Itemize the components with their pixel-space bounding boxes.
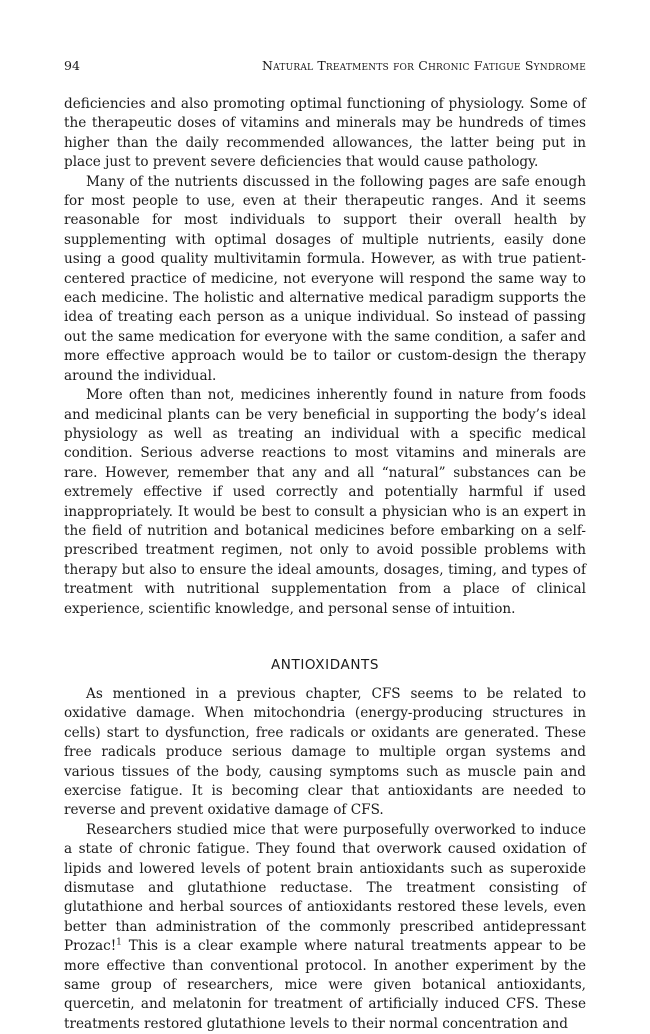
paragraph: deficiencies and also promoting optimal functioning of physiology. Some of the therapeutic doses of vitamins and minerals may be hundreds of times higher than the daily recommended allowances, the latter being put in place just to prevent severe deficiencies that would cause pathology. (64, 96, 586, 171)
footnote-reference[interactable]: 1 (116, 937, 122, 948)
running-title: Natural Treatments for Chronic Fatigue Syndrome (262, 58, 586, 73)
paragraph-text: This is a clear example where natural treatments appear to be more effective than conventional protocol. In another experiment by the same group of researchers, mice were given botanical antioxidants, quercetin, and melatonin for treatment of artificially induced CFS. These treatments restored glutathione levels to their normal concentration and (64, 938, 586, 1032)
paragraph-text: Researchers studied mice that were purposefully overworked to induce a state of chronic fatigue. They found that overwork caused oxidation of lipids and lowered levels of potent brain antioxidants such as superoxide dismutase and glutathione reductase. The treatment consisting of glutathione and herbal sources of antioxidants restored these levels, even better than administration of the commonly prescribed antidepressant Prozac! (64, 821, 586, 955)
document-page (64, 58, 586, 1034)
body-text (64, 95, 586, 1034)
running-header (64, 58, 586, 73)
page-number: 94 (64, 58, 80, 73)
section-heading: ANTIOXIDANTS (270, 656, 380, 673)
paragraph: As mentioned in a previous chapter, CFS seems to be related to oxidative damage. When mitochondria (energy-producing structures in cells) start to dysfunction, free radicals or oxidants are generated. These free radicals produce serious damage to multiple organ systems and various tissues of the body, causing symptoms such as muscle pain and exercise fatigue. It is becoming clear that antioxidants are needed to reverse and prevent oxidative damage of CFS. (64, 685, 586, 819)
paragraph (64, 821, 586, 1034)
paragraph: More often than not, medicines inherently found in nature from foods and medicinal plants can be very beneficial in supporting the body’s ideal physiology as well as treating an individual with a specific medical condition. Serious adverse reactions to most vitamins and minerals are rare. However, remember that any and all “natural” substances can be extremely effective if used correctly and potentially harmful if used inappropriately. It would be best to consult a physician who is an expert in the field of nutrition and botanical medicines before embarking on a self-prescribed treatment regimen, not only to avoid possible problems with therapy but also to ensure the ideal amounts, dosages, timing, and types of treatment with nutritional supplementation from a place of clinical experience, scientific knowledge, and personal sense of intuition. (64, 387, 586, 617)
paragraph: Many of the nutrients discussed in the following pages are safe enough for most people to use, even at their therapeutic ranges. And it seems reasonable for most individuals to support their overall health by supplementing with optimal dosages of multiple nutrients, easily done using a good quality multivitamin formula. However, as with true patient-centered practice of medicine, not everyone will respond the same way to each medicine. The holistic and alternative medical paradigm supports the idea of treating each person as a unique individual. So instead of passing out the same medication for everyone with the same condition, a safer and more effective approach would be to tailor or custom-design the therapy around the individual. (64, 173, 586, 384)
